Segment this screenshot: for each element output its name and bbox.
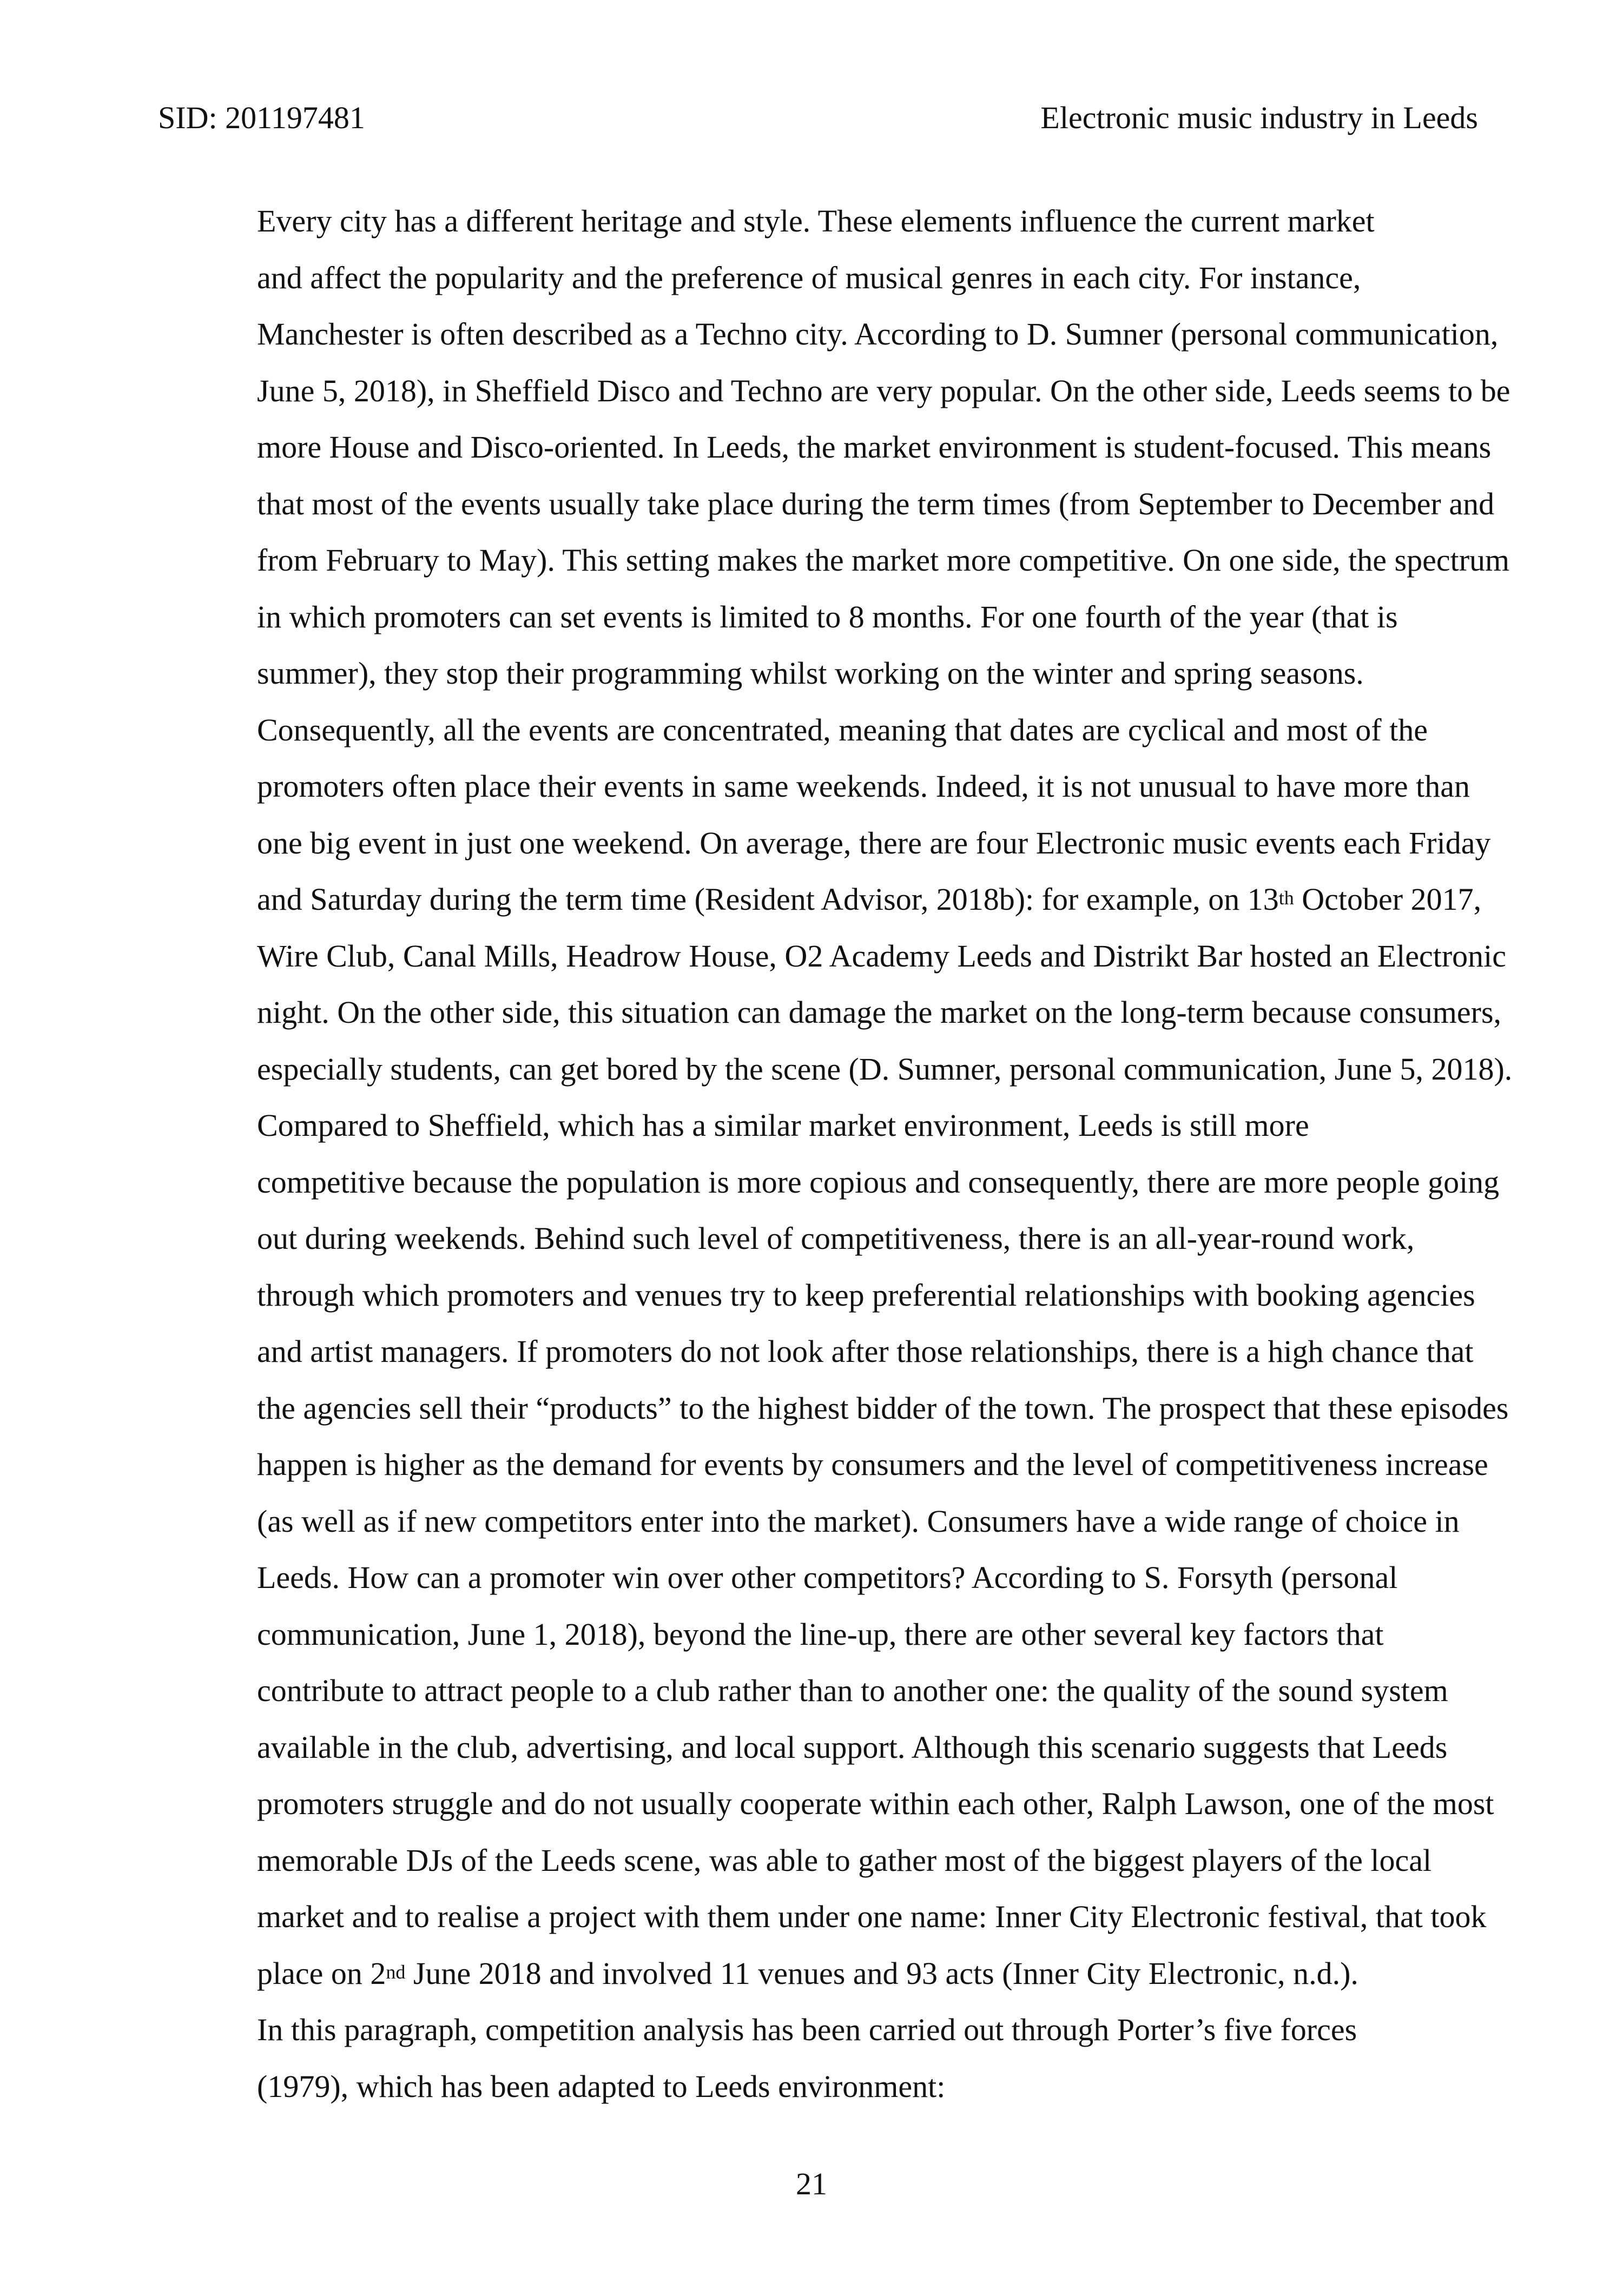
text-segment: October 2017, bbox=[1294, 882, 1482, 917]
text-line: more House and Disco-oriented. In Leeds, the market environment is student-focused. This means bbox=[257, 429, 1492, 465]
text-line: out during weekends. Behind such level of competitiveness, there is an all-year-round work, bbox=[257, 1221, 1415, 1256]
text-line: (1979), which has been adapted to Leeds environment: bbox=[257, 2068, 946, 2104]
paragraph-3 bbox=[158, 2002, 1478, 2115]
text-segment: and Saturday during the term time (Resident Advisor, 2018b): for example, on 13 bbox=[257, 882, 1279, 917]
text-line: market and to realise a project with them under one name: Inner City Electronic festival, that took bbox=[257, 1899, 1487, 1934]
text-line-with-superscript bbox=[158, 871, 1482, 928]
running-header bbox=[158, 96, 1478, 140]
text-line: Wire Club, Canal Mills, Headrow House, O2 Academy Leeds and Distrikt Bar hosted an Electronic bbox=[257, 938, 1507, 974]
text-line: and artist managers. If promoters do not look after those relationships, there is a high chance that bbox=[257, 1334, 1474, 1369]
page-number: 21 bbox=[796, 2166, 827, 2201]
text-line: memorable DJs of the Leeds scene, was able to gather most of the biggest players of the local bbox=[257, 1842, 1432, 1878]
text-line: night. On the other side, this situation can damage the market on the long-term because consumers, bbox=[257, 995, 1502, 1030]
text-line: Every city has a different heritage and style. These elements influence the current market bbox=[257, 203, 1375, 239]
text-line: and affect the popularity and the preference of musical genres in each city. For instance, bbox=[257, 260, 1361, 295]
header-document-title: Electronic music industry in Leeds bbox=[1040, 100, 1478, 135]
text-line: Compared to Sheffield, which has a similar market environment, Leeds is still more bbox=[257, 1108, 1309, 1143]
text-line: June 5, 2018), in Sheffield Disco and Techno are very popular. On the other side, Leeds seems to be bbox=[257, 373, 1510, 408]
ordinal-superscript: nd bbox=[386, 1961, 406, 1983]
text-line: communication, June 1, 2018), beyond the line-up, there are other several key factors that bbox=[257, 1616, 1384, 1652]
text-line: Consequently, all the events are concentrated, meaning that dates are cyclical and most of the bbox=[257, 712, 1428, 747]
text-line: through which promoters and venues try to keep preferential relationships with booking agencies bbox=[257, 1277, 1475, 1313]
paragraph-2 bbox=[158, 1097, 1509, 2002]
text-line: Manchester is often described as a Techno city. According to D. Sumner (personal communication, bbox=[257, 316, 1499, 352]
paragraph-1 bbox=[158, 193, 1513, 1097]
ordinal-superscript: th bbox=[1278, 887, 1294, 909]
text-line: available in the club, advertising, and local support. Although this scenario suggests that Leeds bbox=[257, 1729, 1448, 1765]
text-segment: June 2018 and involved 11 venues and 93 acts (Inner City Electronic, n.d.). bbox=[405, 1955, 1358, 1991]
text-line: happen is higher as the demand for events by consumers and the level of competitiveness increase bbox=[257, 1447, 1488, 1482]
text-line: especially students, can get bored by the scene (D. Sumner, personal communication, June 5, 2018). bbox=[257, 1051, 1513, 1087]
text-line: from February to May). This setting makes the market more competitive. On one side, the spectrum bbox=[257, 542, 1510, 578]
text-line: that most of the events usually take place during the term times (from September to December and bbox=[257, 486, 1495, 521]
text-line: competitive because the population is more copious and consequently, there are more people going bbox=[257, 1164, 1500, 1200]
text-line: contribute to attract people to a club rather than to another one: the quality of the sound system bbox=[257, 1673, 1448, 1708]
text-line: Leeds. How can a promoter win over other competitors? According to S. Forsyth (personal bbox=[257, 1560, 1398, 1595]
text-line: the agencies sell their “products” to the highest bidder of the town. The prospect that these episodes bbox=[257, 1390, 1509, 1426]
body-text bbox=[158, 193, 1513, 2115]
text-line: promoters struggle and do not usually cooperate within each other, Ralph Lawson, one of the most bbox=[257, 1786, 1494, 1821]
text-line-with-superscript bbox=[158, 1946, 1478, 2002]
text-line: (as well as if new competitors enter into the market). Consumers have a wide range of choice in bbox=[257, 1503, 1460, 1539]
text-line: promoters often place their events in same weekends. Indeed, it is not unusual to have more than bbox=[257, 769, 1470, 804]
header-student-id: SID: 201197481 bbox=[158, 100, 365, 135]
text-line: in which promoters can set events is limited to 8 months. For one fourth of the year (that is bbox=[257, 599, 1398, 634]
text-segment: place on 2 bbox=[257, 1955, 386, 1991]
text-line: summer), they stop their programming whilst working on the winter and spring seasons. bbox=[257, 656, 1364, 691]
text-line: In this paragraph, competition analysis has been carried out through Porter’s five forces bbox=[257, 2012, 1357, 2047]
text-line: one big event in just one weekend. On average, there are four Electronic music events each Friday bbox=[257, 825, 1491, 861]
